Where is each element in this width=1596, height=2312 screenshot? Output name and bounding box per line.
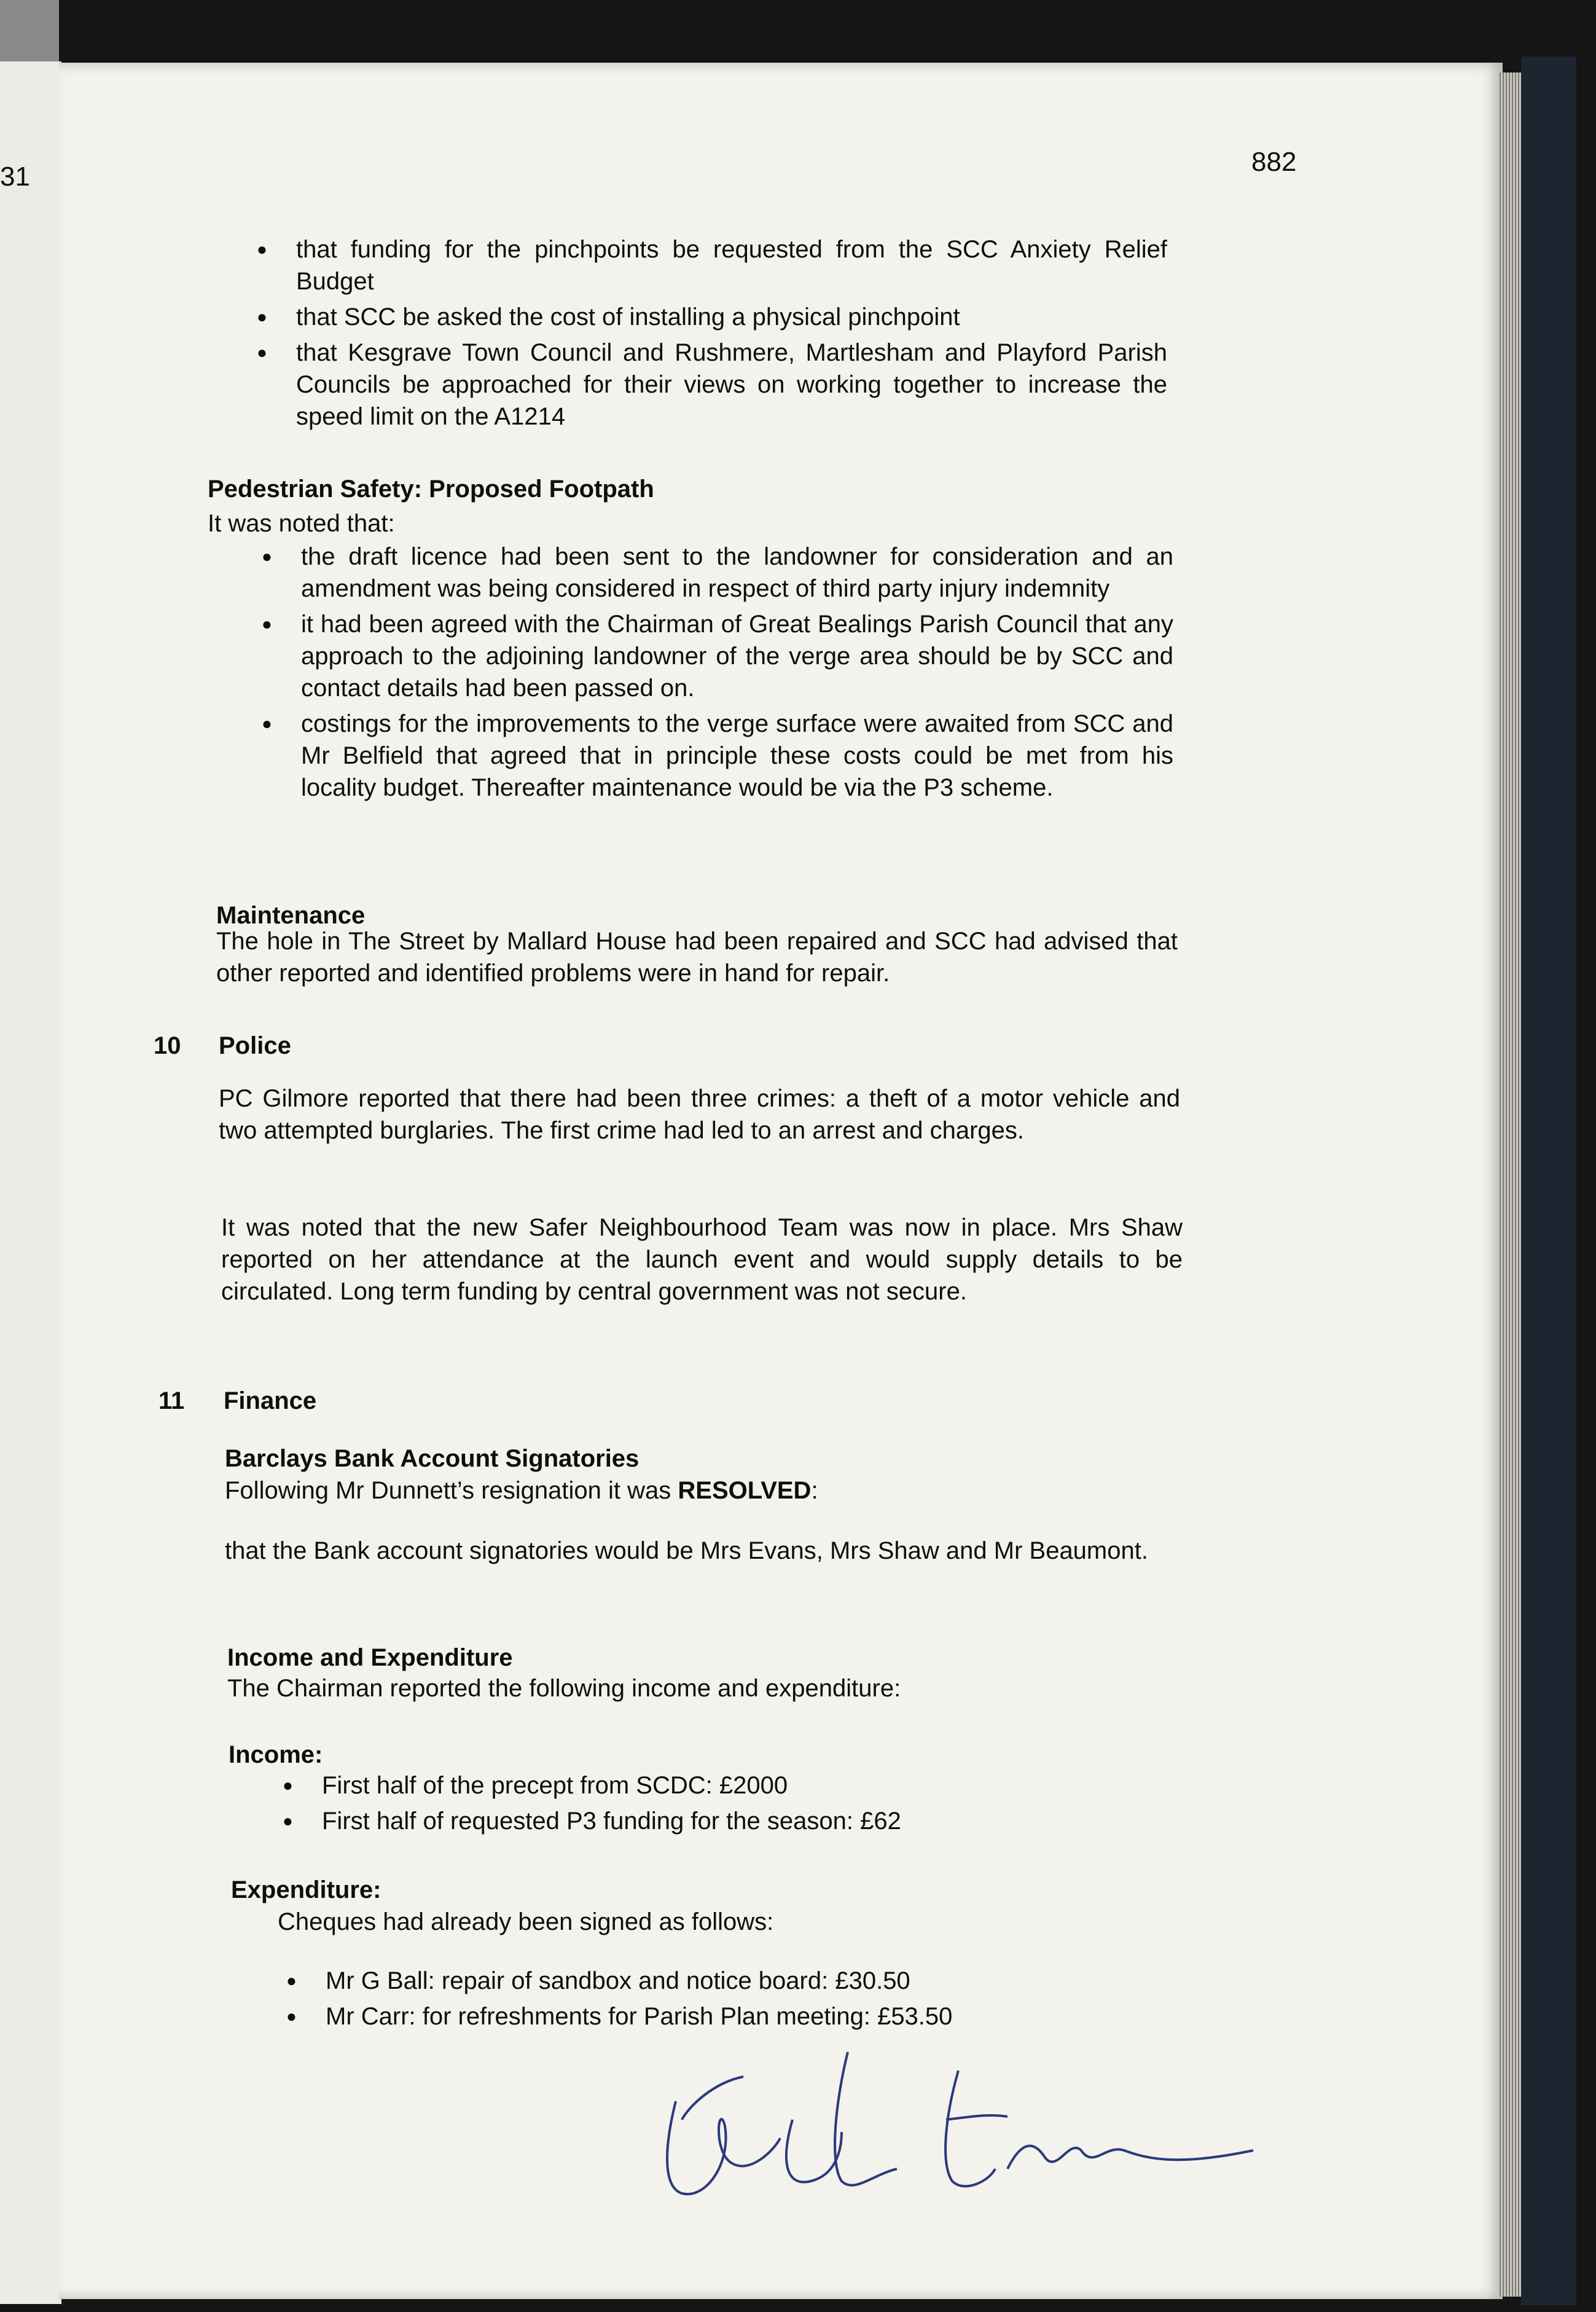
resolved-label: RESOLVED (678, 1477, 812, 1504)
pinchpoint-list (296, 233, 1167, 436)
maintenance-heading: Maintenance (216, 902, 366, 929)
income-heading: Income: (229, 1741, 323, 1768)
list-item: ● that Kesgrave Town Council and Rushmere, Martlesham and Playford Parish Councils be approached for their views on working together to increase the speed limit on the A1214 (296, 337, 1167, 433)
barclays-text: that the Bank account signatories would be Mrs Evans, Mrs Shaw and Mr Beaumont. (225, 1537, 1148, 1564)
income-expenditure-text: The Chairman reported the following income and expenditure: (227, 1675, 901, 1702)
barclays-intro (225, 1475, 818, 1507)
police-number: 10 (154, 1032, 181, 1059)
list-item: ● that funding for the pinchpoints be requested from the SCC Anxiety Relief Budget (296, 233, 1167, 297)
finance-heading: Finance (224, 1387, 317, 1414)
list-item: ● First half of the precept from SCDC: £2000 (322, 1769, 1194, 1801)
list-item: ● Mr G Ball: repair of sandbox and notice board: £30.50 (326, 1965, 1198, 1997)
maintenance-text: The hole in The Street by Mallard House had been repaired and SCC had advised that other reported and identified problems were in hand for repair. (216, 928, 1178, 987)
finance-number: 11 (158, 1387, 185, 1414)
police-heading: Police (219, 1032, 291, 1059)
list-item: ● the draft licence had been sent to the landowner for consideration and an amendment was being considered in respect of third party injury indemnity (301, 541, 1173, 605)
barclays-heading: Barclays Bank Account Signatories (225, 1445, 640, 1472)
footpath-intro: It was noted that: (208, 510, 395, 537)
list-item: ● that SCC be asked the cost of installing a physical pinchpoint (296, 301, 1167, 333)
signature (639, 2028, 1315, 2212)
list-item: ● it had been agreed with the Chairman of Great Bealings Parish Council that any approach to the adjoining landowner of the verge area should be by SCC and contact details had been passed on. (301, 608, 1173, 704)
barclays-intro-text: Following Mr Dunnett’s resignation it was (225, 1477, 678, 1504)
expenditure-list (326, 1965, 1198, 2036)
left-page-number: 31 (0, 162, 30, 192)
expenditure-intro: Cheques had already been signed as follows: (278, 1908, 774, 1935)
list-item: ● costings for the improvements to the verge surface were awaited from SCC and Mr Belfield that agreed that in principle these costs could be met from his locality budget. Thereafter maintenance would be via the P3 scheme. (301, 708, 1173, 804)
page-number: 882 (1251, 147, 1297, 177)
income-list (322, 1769, 1194, 1841)
list-item: ● First half of requested P3 funding for the season: £62 (322, 1805, 1194, 1837)
income-expenditure-heading: Income and Expenditure (227, 1644, 513, 1671)
expenditure-heading: Expenditure: (231, 1876, 381, 1903)
list-item: ● Mr Carr: for refreshments for Parish Plan meeting: £53.50 (326, 2000, 1198, 2032)
footpath-heading: Pedestrian Safety: Proposed Footpath (208, 476, 654, 503)
footpath-list (301, 541, 1173, 807)
resolved-colon: : (811, 1477, 818, 1504)
police-para-1: PC Gilmore reported that there had been three crimes: a theft of a motor vehicle and two attempted burglaries. The first crime had led to an arrest and charges. (219, 1085, 1180, 1144)
police-para-2: It was noted that the new Safer Neighbourhood Team was now in place. Mrs Shaw reported on her attendance at the launch event and would supply details to be circulated. Long term funding by central government was not secure. (221, 1214, 1183, 1305)
